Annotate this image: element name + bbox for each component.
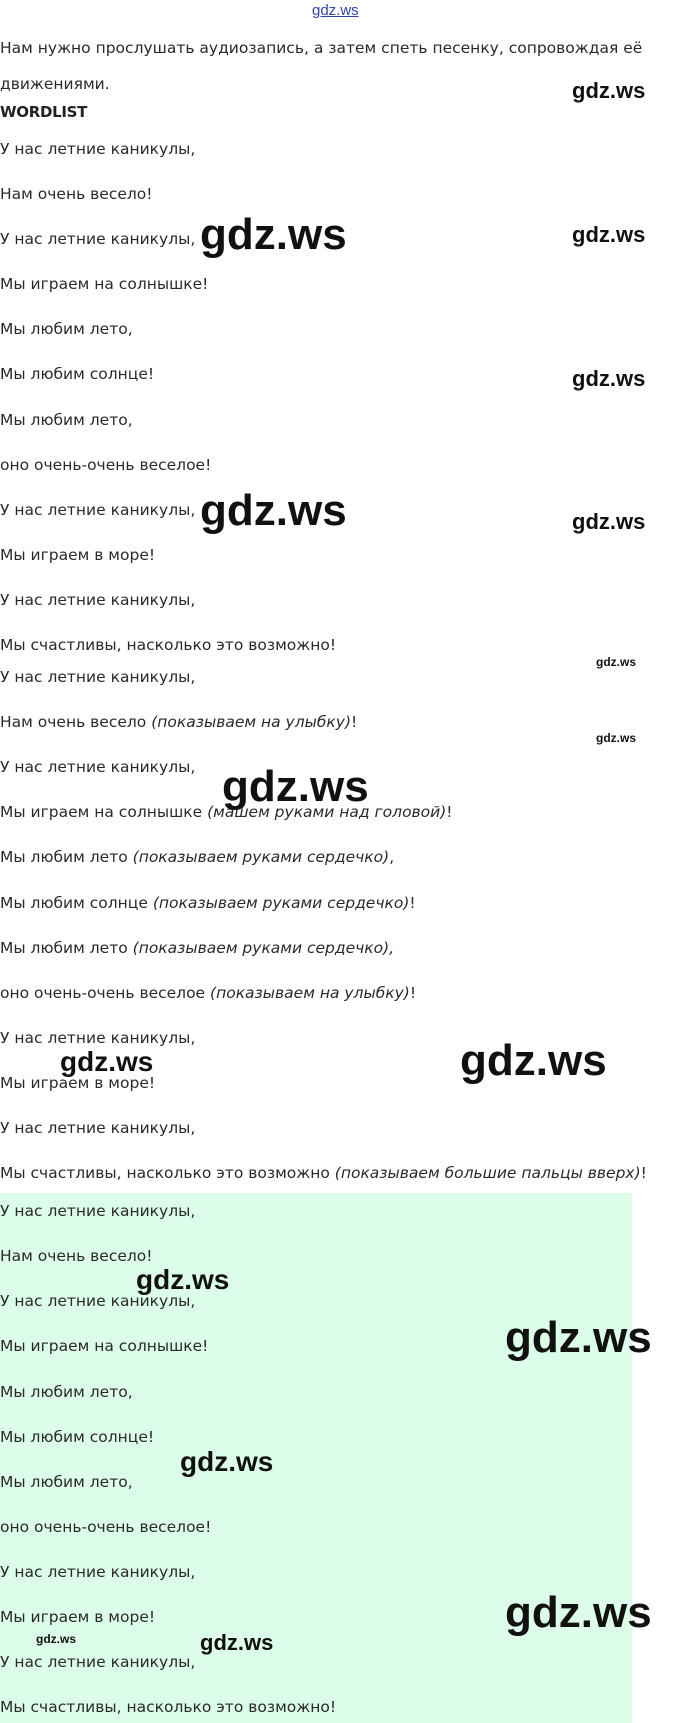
song-line: [0, 1029, 195, 1047]
song-line-text: Мы играем в море!: [0, 546, 156, 564]
gesture-note: (показываем руками сердечко): [152, 894, 410, 912]
gesture-note: (показываем на улыбку): [151, 713, 352, 731]
song-line-text: Мы играем в море!: [0, 1608, 156, 1626]
gesture-note: (показываем руками сердечко): [132, 848, 390, 866]
watermark: gdz.ws: [180, 1446, 274, 1477]
song-line-text: У нас летние каникулы,: [0, 1563, 196, 1581]
song-line: [0, 546, 155, 564]
song-line-text: Нам очень весело: [0, 713, 152, 731]
song-line-text: Мы счастливы, насколько это возможно!: [0, 1698, 337, 1716]
song-line: [0, 1653, 195, 1671]
song-line-text: У нас летние каникулы,: [0, 230, 196, 248]
watermark: gdz.ws: [596, 655, 637, 669]
song-line-text: Нам очень весело!: [0, 1247, 153, 1265]
song-line: [0, 668, 195, 686]
gesture-note: (показываем руками сердечко),: [132, 939, 395, 957]
song-line-text: У нас летние каникулы,: [0, 140, 196, 158]
song-line: [0, 1119, 195, 1137]
watermark: gdz.ws: [460, 1036, 607, 1085]
song-line-text: У нас летние каникулы,: [0, 1202, 196, 1220]
header-link[interactable]: gdz.ws: [312, 2, 359, 19]
song-line: [0, 456, 211, 474]
song-line-text: Мы любим лето,: [0, 1383, 133, 1401]
song-line-text: оно очень-очень веселое: [0, 984, 211, 1002]
watermark: gdz.ws: [572, 222, 646, 247]
song-line-text: Нам очень весело!: [0, 185, 153, 203]
song-line: [0, 140, 195, 158]
watermark: gdz.ws: [572, 78, 646, 103]
song-line: [0, 1698, 336, 1716]
song-line: [0, 320, 133, 338]
song-line: [0, 1518, 211, 1536]
song-line: [0, 1428, 154, 1446]
song-line-text: У нас летние каникулы,: [0, 668, 196, 686]
watermark: gdz.ws: [200, 486, 347, 535]
song-line-text: Мы счастливы, насколько это возможно!: [0, 636, 337, 654]
watermark: gdz.ws: [222, 762, 369, 811]
song-line-text: оно очень-очень веселое!: [0, 1518, 212, 1536]
watermark: gdz.ws: [200, 1630, 274, 1655]
song-line: [0, 1383, 133, 1401]
song-line: [0, 1202, 195, 1220]
song-line: [0, 501, 195, 519]
watermark: gdz.ws: [200, 210, 347, 259]
song-line: [0, 411, 133, 429]
line-punctuation: !: [446, 803, 453, 821]
watermark: gdz.ws: [136, 1264, 230, 1295]
song-line: [0, 1247, 152, 1265]
line-punctuation: !: [640, 1164, 647, 1182]
gesture-note: (машем руками над головой): [207, 803, 447, 821]
song-line: [0, 1337, 208, 1355]
song-line: [0, 894, 416, 912]
song-line: [0, 1608, 155, 1626]
song-line-text: У нас летние каникулы,: [0, 1029, 196, 1047]
watermark: gdz.ws: [60, 1046, 154, 1077]
song-line: [0, 848, 394, 866]
line-punctuation: !: [409, 984, 417, 1002]
song-line-text: Мы играем в море!: [0, 1074, 156, 1092]
song-line-text: У нас летние каникулы,: [0, 758, 196, 776]
song-line-text: Мы любим лето,: [0, 320, 133, 338]
song-line-text: У нас летние каникулы,: [0, 591, 196, 609]
song-line: [0, 758, 195, 776]
song-line-text: оно очень-очень веселое!: [0, 456, 212, 474]
highlight-block: [0, 1193, 632, 1723]
song-line-text: У нас летние каникулы,: [0, 1119, 196, 1137]
song-line-text: Мы играем на солнышке: [0, 803, 208, 821]
song-line-text: У нас летние каникулы,: [0, 1292, 196, 1310]
song-line: [0, 636, 336, 654]
song-line: [0, 713, 357, 731]
line-punctuation: !: [409, 894, 416, 912]
song-line-text: Мы любим солнце!: [0, 365, 155, 383]
line-punctuation: !: [351, 713, 358, 731]
watermark: gdz.ws: [505, 1588, 652, 1637]
song-line: [0, 591, 195, 609]
song-line-text: Мы любим лето: [0, 848, 133, 866]
song-line-text: Мы любим солнце: [0, 894, 153, 912]
watermark: gdz.ws: [572, 366, 646, 391]
song-line-text: Мы любим лето,: [0, 411, 133, 429]
watermark: gdz.ws: [36, 1632, 77, 1646]
song-line: [0, 365, 154, 383]
song-line: [0, 984, 416, 1002]
wordlist-heading: WORDLIST: [0, 103, 88, 121]
song-line: [0, 1164, 647, 1182]
song-line: [0, 185, 152, 203]
line-punctuation: ,: [389, 848, 395, 866]
song-line-text: Мы любим солнце!: [0, 1428, 155, 1446]
gesture-note: (показываем большие пальцы вверх): [334, 1164, 641, 1182]
gesture-note: (показываем на улыбку): [210, 984, 410, 1002]
song-line: [0, 230, 195, 248]
watermark: gdz.ws: [596, 731, 637, 745]
song-line: [0, 939, 394, 957]
song-line-text: У нас летние каникулы,: [0, 501, 196, 519]
song-line-text: Мы любим лето: [0, 939, 133, 957]
song-line-text: Мы играем на солнышке!: [0, 1337, 209, 1355]
watermark: gdz.ws: [505, 1313, 652, 1362]
song-line-text: У нас летние каникулы,: [0, 1653, 196, 1671]
song-line-text: Мы играем на солнышке!: [0, 275, 209, 293]
song-line: [0, 1473, 133, 1491]
song-line-text: Мы счастливы, насколько это возможно: [0, 1164, 335, 1182]
intro-text: Нам нужно прослушать аудиозапись, а затем спеть песенку, сопровождая её движениями.: [0, 39, 643, 93]
watermark: gdz.ws: [572, 509, 646, 534]
song-line: [0, 1563, 195, 1581]
song-line-text: Мы любим лето,: [0, 1473, 133, 1491]
song-line: [0, 275, 208, 293]
